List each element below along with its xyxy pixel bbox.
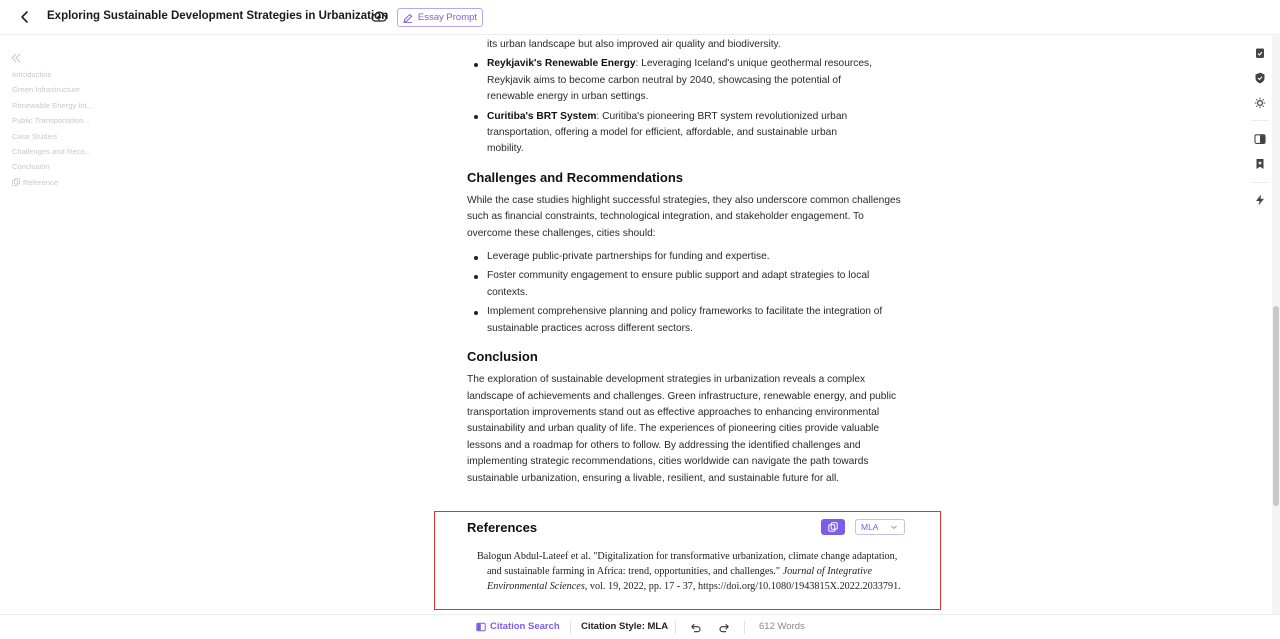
list-item: Foster community engagement to ensure public support and adapt strategies to local contexts. xyxy=(467,268,903,301)
outline-item-renewable-energy[interactable]: Renewable Energy Int... xyxy=(12,100,94,110)
list-item-text: : Leveraging Iceland's unique geothermal resources, xyxy=(635,58,872,70)
bottom-status-bar xyxy=(0,614,1280,639)
document-title: Exploring Sustainable Development Strategies in Urbanization xyxy=(47,10,389,22)
word-count: 612 Words xyxy=(759,621,805,632)
list-item-text: transportation, offering a model for efficient, affordable, and sustainable urban xyxy=(487,127,838,139)
list-item-text: mobility. xyxy=(487,143,524,155)
conclusion-heading: Conclusion xyxy=(467,349,538,365)
toolbar-divider xyxy=(1251,120,1269,121)
citation-style-value: MLA xyxy=(861,522,879,532)
citation-style-select[interactable] xyxy=(855,519,905,535)
scrollbar-thumb[interactable] xyxy=(1273,306,1279,506)
references-title: References xyxy=(467,520,538,535)
list-item: Leverage public-private partnerships for funding and expertise. xyxy=(467,249,903,265)
outline-item-reference[interactable] xyxy=(12,178,104,193)
essay-prompt-button[interactable] xyxy=(397,8,483,27)
lightning-icon[interactable] xyxy=(1254,193,1266,205)
list-item-text: Reykjavik aims to become carbon neutral by 2040, showcasing the potential of xyxy=(487,74,841,86)
outline-item-introduction[interactable]: Introduction xyxy=(12,70,52,79)
status-divider xyxy=(744,621,745,634)
outline-reference-label: Reference xyxy=(23,177,59,187)
document-outline xyxy=(12,70,104,193)
shield-check-icon[interactable] xyxy=(1254,71,1266,83)
sparkle-icon[interactable] xyxy=(1254,96,1266,108)
copy-references-button[interactable] xyxy=(821,519,845,535)
list-item: Implement comprehensive planning and policy frameworks to facilitate the integration of sustainable practices across different sectors. xyxy=(467,304,903,337)
top-header xyxy=(0,0,1280,35)
list-item-text: : Curitiba's pioneering BRT system revolutionized urban xyxy=(596,110,848,122)
citation-search-label: Citation Search xyxy=(490,621,560,632)
case-study-list xyxy=(467,37,903,158)
clipboard-check-icon[interactable] xyxy=(1254,46,1266,58)
book-open-icon[interactable] xyxy=(1254,132,1266,144)
book-icon xyxy=(476,622,486,632)
list-item-bold: Reykjavik's Renewable Energy xyxy=(487,58,636,70)
toolbar-divider xyxy=(1251,182,1269,183)
pencil-icon xyxy=(403,13,413,23)
references-section xyxy=(434,511,941,610)
outline-item-case-studies[interactable]: Case Studies xyxy=(12,131,58,141)
list-item xyxy=(467,56,903,105)
challenges-heading: Challenges and Recommendations xyxy=(467,169,683,185)
outline-item-challenges[interactable]: Challenges and Reco... xyxy=(12,146,91,156)
cloud-sync-icon[interactable] xyxy=(371,10,387,24)
redo-icon[interactable] xyxy=(718,621,730,633)
outline-item-public-transportation[interactable]: Public Transportation... xyxy=(12,116,90,126)
list-item xyxy=(467,109,903,158)
outline-item-green-infrastructure[interactable]: Green Infrastructure xyxy=(12,85,80,95)
list-item-text: renewable energy in urban settings. xyxy=(487,91,649,103)
essay-prompt-label: Essay Prompt xyxy=(417,12,478,23)
recommendations-list xyxy=(467,249,903,337)
document-body[interactable] xyxy=(467,37,903,494)
list-item-bold: Curitiba's BRT System xyxy=(487,110,597,122)
list-item: its urban landscape but also improved air quality and biodiversity. xyxy=(487,39,781,50)
status-divider xyxy=(675,621,676,634)
reference-journal: Journal of Integrative Environmental Sciences xyxy=(487,566,872,593)
citation-search-button[interactable] xyxy=(476,621,560,632)
conclusion-paragraph: The exploration of sustainable development strategies in urbanization reveals a complex landscape of achievements and challenges. Green infrastructure, renewable energy, and public transportation improvements stand out as effective approaches to enhancing environmental sustainability and urban quality of life. The experiences of pioneering cities provide valuable lessons and a roadmap for others to follow. By addressing the identified challenges and implementing strategic recommendations, cities worldwide can navigate the path towards sustainable urbanization, ensuring a livable, resilient, and sustainable future for all. xyxy=(467,374,897,484)
citation-style-indicator[interactable]: Citation Style: MLA xyxy=(581,621,669,632)
reference-text: , vol. 19, 2022, pp. 17 - 37, https://doi.org/10.1080/1943815X.2022.2033791. xyxy=(584,581,901,593)
collapse-outline-icon[interactable] xyxy=(10,51,22,63)
reference-text: Balogun Abdul-Lateef et al. "Digitalization for transformative urbanization, climate change adaptation, and sustainable farming in Africa: trend, opportunities, and challenges." xyxy=(477,551,898,578)
reference-entry[interactable] xyxy=(477,549,909,595)
copy-icon xyxy=(12,178,20,186)
chevron-down-icon xyxy=(890,523,898,531)
undo-icon[interactable] xyxy=(690,621,702,633)
copy-icon xyxy=(828,522,838,532)
back-arrow-icon[interactable] xyxy=(17,9,33,25)
outline-item-conclusion[interactable]: Conclusion xyxy=(12,162,50,172)
bookmark-icon[interactable] xyxy=(1254,157,1266,169)
challenges-paragraph: While the case studies highlight successful strategies, they also underscore common challenges such as financial constraints, technological integration, and stakeholder engagement. To overcome these challenges, cities should: xyxy=(467,194,901,239)
status-divider xyxy=(570,621,571,634)
